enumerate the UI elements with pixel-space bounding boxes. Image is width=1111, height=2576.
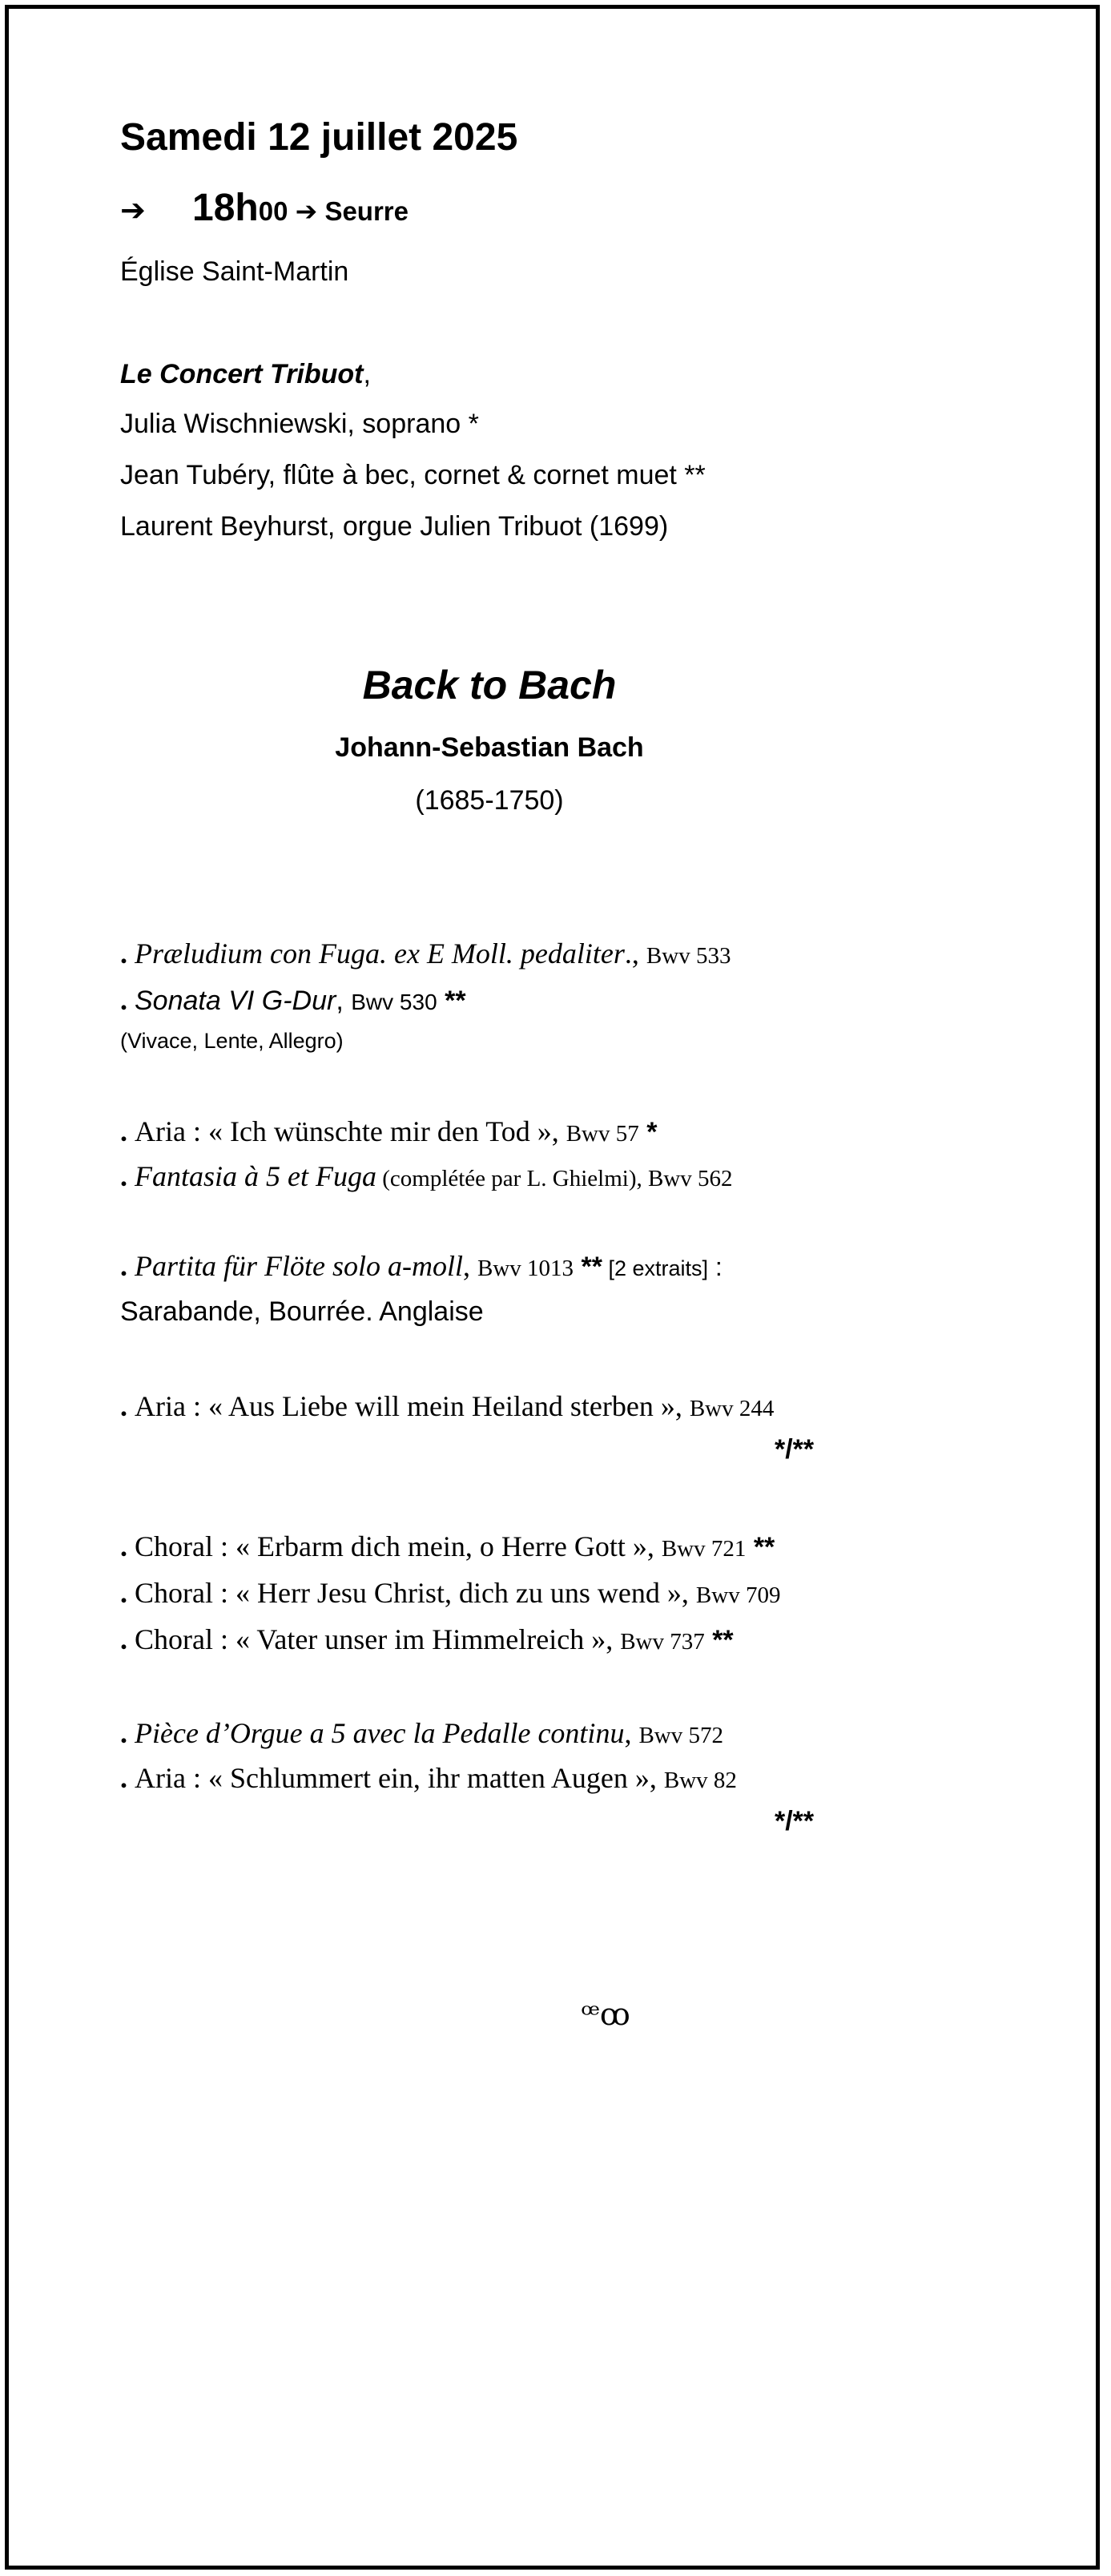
bwv-number: Bwv 533 bbox=[646, 943, 731, 969]
item-bullet: . bbox=[120, 1250, 135, 1282]
item-bullet: . bbox=[120, 1717, 135, 1749]
bwv-number: Bwv 721 bbox=[661, 1536, 747, 1562]
performer-stars: ** bbox=[574, 1252, 602, 1282]
piece-title: Choral : « Herr Jesu Christ, dich zu uns wend », bbox=[135, 1577, 696, 1609]
item-bullet: . bbox=[120, 1115, 135, 1147]
concert-date: Samedi 12 juillet 2025 bbox=[120, 116, 518, 159]
piece-colon: : bbox=[708, 1252, 723, 1281]
performer-organ: Laurent Beyhurst, orgue Julien Tribuot (1699) bbox=[120, 511, 669, 542]
piece-title: Pièce d’Orgue a 5 avec la Pedalle continu bbox=[135, 1717, 625, 1749]
concert-minutes: 00 bbox=[258, 196, 288, 226]
bwv-number: Bwv 709 bbox=[695, 1582, 781, 1608]
list-item bbox=[120, 1625, 734, 1654]
item-bullet: . bbox=[120, 937, 135, 970]
concert-town: Seurre bbox=[324, 196, 409, 226]
list-item bbox=[120, 1532, 775, 1561]
performer-soprano: Julia Wischniewski, soprano * bbox=[120, 409, 479, 439]
bwv-number: Bwv 572 bbox=[638, 1723, 723, 1748]
piece-title: Choral : « Vater unser im Himmelreich », bbox=[135, 1623, 621, 1655]
list-item bbox=[120, 1764, 737, 1792]
ensemble-name bbox=[120, 361, 371, 388]
piece-note: (complétée par L. Ghielmi), bbox=[376, 1166, 648, 1191]
time-and-place bbox=[120, 189, 409, 228]
piece-title: Partita für Flöte solo a-moll bbox=[135, 1250, 463, 1282]
concert-hour: 18h bbox=[192, 187, 259, 229]
item-bullet: . bbox=[120, 984, 135, 1016]
piece-title: Fantasia à 5 et Fuga bbox=[135, 1160, 376, 1192]
piece-title: Aria : « Ich wünschte mir den Tod », bbox=[135, 1115, 566, 1147]
performer-flute: Jean Tubéry, flûte à bec, cornet & cornet muet ** bbox=[120, 460, 706, 490]
performer-stars: ** bbox=[746, 1532, 775, 1562]
item-bullet: . bbox=[120, 1530, 135, 1562]
list-item bbox=[120, 1162, 733, 1191]
bwv-number: Bwv 562 bbox=[648, 1166, 733, 1191]
piece-sep: ., bbox=[624, 937, 646, 970]
item-bullet: . bbox=[120, 1577, 135, 1609]
list-item bbox=[120, 986, 466, 1014]
movements-list: (Vivace, Lente, Allegro) bbox=[120, 1029, 344, 1053]
performer-stars: ** bbox=[704, 1625, 734, 1655]
bwv-number: Bwv 57 bbox=[566, 1121, 639, 1147]
ensemble-title: Le Concert Tribuot bbox=[120, 359, 364, 389]
piece-title: Sonata VI G-Dur bbox=[135, 986, 336, 1016]
program-title: Back to Bach bbox=[362, 663, 617, 707]
list-item bbox=[120, 939, 731, 968]
arrow-right-icon: ➔ bbox=[295, 196, 318, 226]
piece-title: Aria : « Aus Liebe will mein Heiland sterben », bbox=[135, 1390, 690, 1422]
piece-sep: , bbox=[624, 1717, 639, 1749]
ornament-icon: ꟹꝏ bbox=[581, 1998, 630, 2032]
list-item bbox=[120, 1719, 723, 1748]
list-item bbox=[120, 1392, 774, 1421]
bwv-number: Bwv 244 bbox=[689, 1396, 775, 1421]
item-bullet: . bbox=[120, 1762, 135, 1794]
composer-dates: (1685-1750) bbox=[415, 785, 564, 816]
performer-stars: */** bbox=[775, 1434, 815, 1465]
arrow-right-icon: ➔ bbox=[120, 194, 146, 228]
movements-list: Sarabande, Bourrée. Anglaise bbox=[120, 1296, 484, 1327]
item-bullet: . bbox=[120, 1160, 135, 1192]
item-bullet: . bbox=[120, 1390, 135, 1422]
extraits-note: [2 extraits] bbox=[602, 1256, 709, 1280]
piece-title: Præludium con Fuga. ex E Moll. pedaliter bbox=[135, 937, 625, 970]
piece-sep: , bbox=[463, 1250, 477, 1282]
piece-sep: , bbox=[336, 986, 352, 1016]
list-item bbox=[120, 1252, 723, 1280]
composer-name: Johann-Sebastian Bach bbox=[335, 732, 644, 763]
performer-stars: */** bbox=[775, 1806, 815, 1836]
piece-title: Choral : « Erbarm dich mein, o Herre Gott », bbox=[135, 1530, 662, 1562]
performer-stars: ** bbox=[437, 986, 466, 1016]
bwv-number: Bwv 82 bbox=[663, 1768, 737, 1793]
ensemble-comma: , bbox=[363, 359, 371, 389]
performer-stars: * bbox=[638, 1117, 658, 1147]
list-item bbox=[120, 1117, 657, 1146]
page-border bbox=[5, 5, 1100, 2570]
piece-title: Aria : « Schlummert ein, ihr matten Augen », bbox=[135, 1762, 664, 1794]
item-bullet: . bbox=[120, 1623, 135, 1655]
list-item bbox=[120, 1578, 780, 1607]
bwv-number: Bwv 530 bbox=[351, 990, 437, 1014]
bwv-number: Bwv 737 bbox=[620, 1629, 705, 1655]
concert-venue: Église Saint-Martin bbox=[120, 256, 349, 287]
bwv-number: Bwv 1013 bbox=[477, 1256, 574, 1281]
